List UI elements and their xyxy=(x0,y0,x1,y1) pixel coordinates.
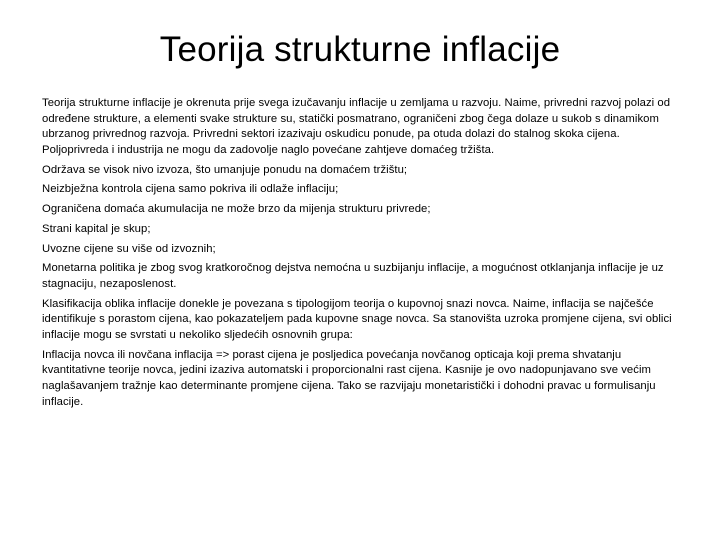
slide-title: Teorija strukturne inflacije xyxy=(159,30,561,69)
paragraph-money-inflation: Inflacija novca ili novčana inflacija => porast cijena je posljedica povećanja novčanog opticaja koji prema shvatanju kvantitativne teorije novca, jedini izaziva automatski i proporcionalni rast cijena. Kasnije je ovo nadopunjavano sve većim naglašavanjem tražnje kao determinante promjene cijena. Tako se razvijaju monetaristički i dohodni pravac u formulisanju inflacije. xyxy=(42,348,656,408)
paragraph-accumulation: Ograničena domaća akumulacija ne može brzo da mijenja strukturu privrede; xyxy=(42,203,431,216)
paragraph-price-control: Neizbježna kontrola cijena samo pokriva ili odlaže inflaciju; xyxy=(42,183,339,196)
paragraph-intro: Teorija strukturne inflacije je okrenuta prije svega izučavanju inflacije u zemljama u razvoju. Naime, privredni razvoj polazi od određene strukture, a elementi svake strukture su, statički posmatrano, ograničeni zbog čega dolaze u sukob s dinamikom ubrzanog privrednog razvoja. Privredni sektori izazivaju oskudicu ponude, pa otuda dolazi do stalnog skoka cijena. Poljoprivreda i industrija ne mogu da zadovolje naglo povećane zahtjeve domaćeg tržišta. xyxy=(42,97,671,156)
paragraph-monetary-policy: Monetarna politika je zbog svog kratkoročnog dejstva nemoćna u suzbijanju inflacije, a mogućnost otklanjanja inflacije je uz stagnaciju, nezaposlenost. xyxy=(42,262,664,291)
paragraph-foreign-capital: Strani kapital je skup; xyxy=(42,222,151,235)
paragraph-import-prices: Uvozne cijene su više od izvoznih; xyxy=(42,242,216,255)
slide-body xyxy=(42,96,682,414)
paragraph-export-level: Održava se visok nivo izvoza, što umanjuje ponudu na domaćem tržištu; xyxy=(42,163,408,176)
paragraph-classification: Klasifikacija oblika inflacije donekle je povezana s tipologijom teorija o kupovnoj snazi novca. Naime, inflacija se najčešće identifikuje s porastom cijena, kao pokazateljem pada kupovne snage novca. Sa stanovišta uzroka promjene cijena, svi oblici inflacije mogu se svrstati u nekoliko sljedećih osnovnih grupa: xyxy=(42,297,672,342)
